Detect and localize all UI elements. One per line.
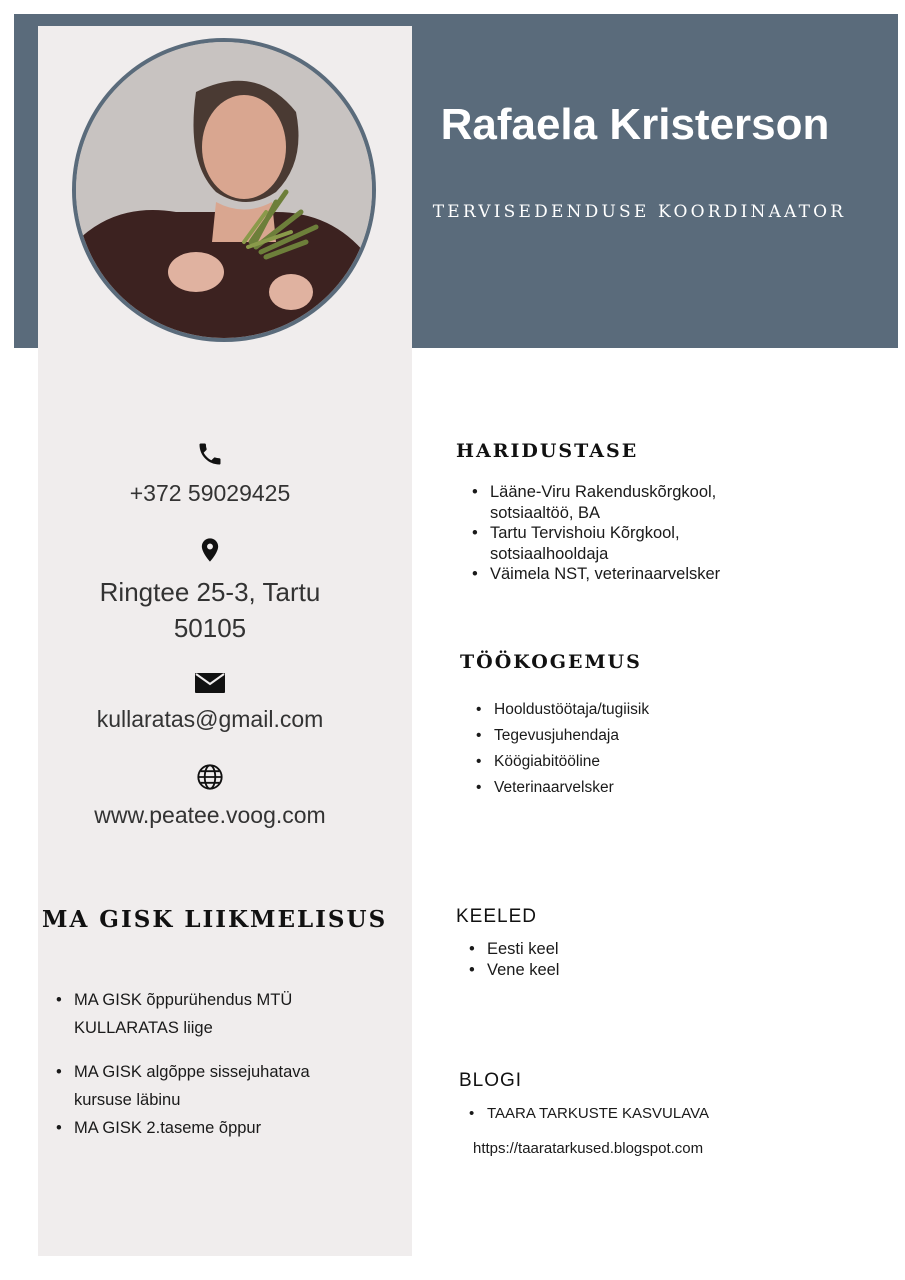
education-heading: HARIDUSTASE bbox=[456, 440, 639, 462]
portrait-illustration bbox=[76, 42, 372, 338]
membership-heading: MA GISK LIIKMELISUS bbox=[42, 906, 388, 933]
envelope-icon bbox=[194, 669, 226, 697]
globe-icon bbox=[196, 763, 224, 791]
phone-number: +372 59029425 bbox=[129, 480, 291, 506]
list-item bbox=[54, 1114, 394, 1142]
list-item bbox=[470, 523, 870, 564]
list-item bbox=[470, 564, 870, 585]
education-list bbox=[470, 482, 870, 585]
blog-list bbox=[467, 1104, 867, 1124]
list-item bbox=[474, 697, 854, 723]
list-item-text: sotsiaalhooldaja bbox=[490, 544, 609, 563]
languages-heading: KEELED bbox=[456, 906, 537, 927]
list-item-text: Köögiabitööline bbox=[494, 753, 601, 770]
list-item-text: sotsiaaltöö, BA bbox=[490, 503, 601, 522]
languages-list bbox=[467, 939, 767, 981]
profile-photo bbox=[72, 38, 376, 342]
list-item-text: Hooldustöötaja/tugiisik bbox=[494, 701, 650, 718]
list-item-text: MA GISK algõppe sissejuhatava bbox=[74, 1063, 310, 1081]
list-item bbox=[54, 986, 394, 1042]
list-item-text: kursuse läbinu bbox=[74, 1091, 181, 1109]
person-name: Rafaela Kristerson bbox=[440, 100, 830, 149]
blog-heading: BLOGI bbox=[459, 1070, 523, 1091]
email-address: kullaratas@gmail.com bbox=[96, 706, 324, 732]
experience-list bbox=[474, 697, 854, 801]
list-item bbox=[474, 749, 854, 775]
list-item-text: Vene keel bbox=[487, 961, 560, 979]
blog-url-link[interactable]: https://taaratarkused.blogspot.com bbox=[473, 1140, 704, 1157]
list-item-text: Lääne-Viru Rakenduskõrgkool, bbox=[490, 483, 717, 501]
membership-list bbox=[54, 986, 394, 1142]
address-line-1: Ringtee 25-3, Tartu bbox=[99, 577, 321, 607]
address-line-2: 50105 bbox=[173, 613, 247, 643]
experience-heading: TÖÖKOGEMUS bbox=[460, 651, 642, 673]
list-item-text: Tartu Tervishoiu Kõrgkool, bbox=[490, 524, 680, 542]
list-item-text: TAARA TARKUSTE KASVULAVA bbox=[487, 1105, 710, 1122]
website-url: www.peatee.voog.com bbox=[94, 802, 326, 828]
list-item bbox=[54, 1058, 394, 1114]
list-item-text: Veterinaarvelsker bbox=[494, 779, 614, 796]
list-item-text: MA GISK 2.taseme õppur bbox=[74, 1119, 262, 1137]
list-item bbox=[474, 723, 854, 749]
list-item bbox=[467, 939, 767, 960]
location-pin-icon bbox=[196, 536, 224, 564]
job-title: TERVISEDENDUSE KOORDINAATOR bbox=[432, 202, 847, 222]
list-item-text: Tegevusjuhendaja bbox=[494, 727, 619, 744]
list-item-text: KULLARATAS liige bbox=[74, 1019, 213, 1037]
list-item-text: MA GISK õppurühendus MTÜ bbox=[74, 991, 293, 1009]
list-item bbox=[467, 960, 767, 981]
phone-icon bbox=[196, 440, 224, 468]
list-item bbox=[474, 775, 854, 801]
list-item bbox=[467, 1104, 867, 1124]
list-item-text: Väimela NST, veterinaarvelsker bbox=[490, 565, 721, 583]
list-item bbox=[470, 482, 870, 523]
list-item-text: Eesti keel bbox=[487, 940, 559, 958]
